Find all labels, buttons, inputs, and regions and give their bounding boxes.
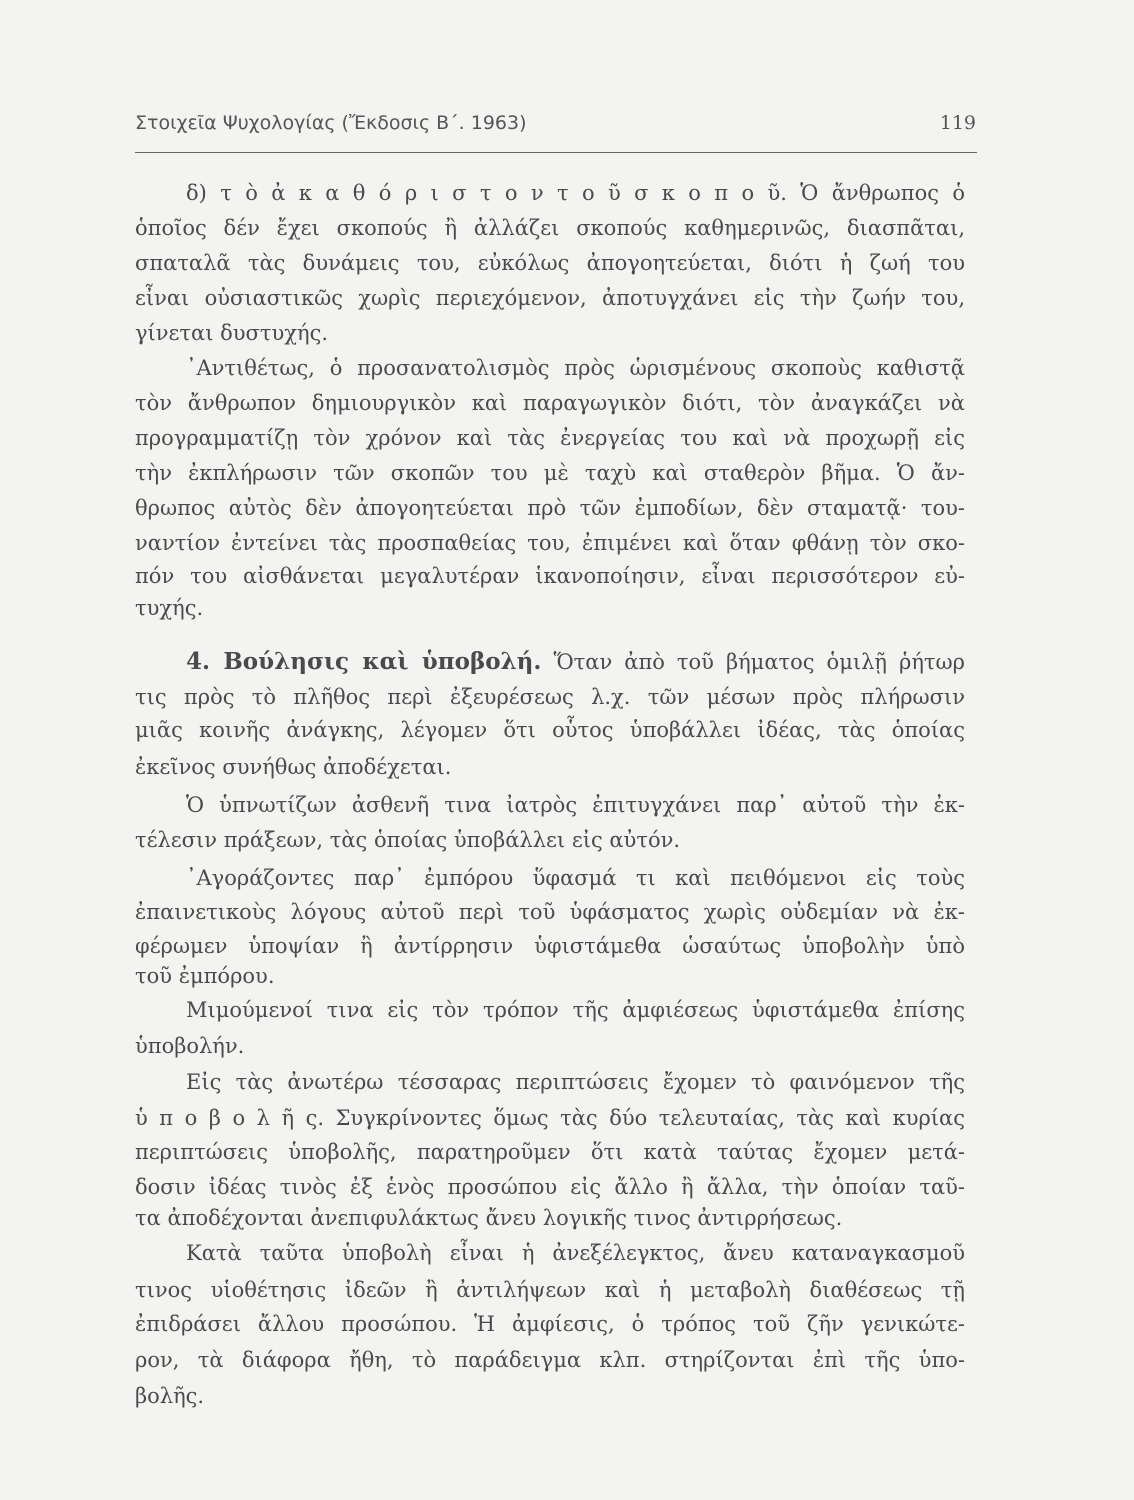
text-line bbox=[186, 791, 965, 819]
text-line bbox=[135, 1032, 965, 1060]
line-text: εἶναι οὐσιαστικῶς χωρὶς περιεχόμενον, ἀποτυγχάνει εἰς τὴν ζωήν του, bbox=[135, 286, 965, 310]
line-text: φέρωμεν ὑποψίαν ἢ ἀντίρρησιν ὑφιστάμεθα ὡσαύτως ὑποβολὴν ὑπὸ bbox=[135, 934, 965, 958]
line-text: Μιμούμενοί τινα εἰς τὸν τρόπον τῆς ἀμφιέσεως ὑφιστάμεθα ἐπίσης bbox=[186, 998, 965, 1022]
line-text: Εἰς τὰς ἀνωτέρω τέσσαρας περιπτώσεις ἔχομεν τὸ φαινόμενον τῆς bbox=[186, 1070, 965, 1094]
line-text: ὁποῖος δέν ἔχει σκοπούς ἢ ἀλλάζει σκοπούς καθημερινῶς, διασπᾶται, bbox=[135, 216, 965, 240]
line-text: θρωπος αὐτὸς δὲν ἀπογοητεύεται πρὸ τῶν ἐμποδίων, δὲν σταματᾷ· του- bbox=[135, 496, 965, 520]
page-number: 119 bbox=[939, 112, 976, 134]
text-line bbox=[135, 1346, 965, 1374]
line-text: Κατὰ ταῦτα ὑποβολὴ εἶναι ἡ ἀνεξέλεγκτος, ἄνευ καταναγκασμοῦ bbox=[186, 1241, 965, 1265]
text-line bbox=[135, 214, 965, 242]
line-text: τὴν ἐκπλήρωσιν τῶν σκοπῶν του μὲ ταχὺ καὶ σταθερὸν βῆμα. Ὁ ἄν- bbox=[135, 461, 965, 485]
text-line bbox=[186, 1239, 965, 1267]
line-text: ρον, τὰ διάφορα ἤθη, τὸ παράδειγμα κλπ. στηρίζονται ἐπὶ τῆς ὑπο- bbox=[135, 1348, 965, 1372]
line-text: περιπτώσεις ὑποβολῆς, παρατηροῦμεν ὅτι κατὰ ταύτας ἔχομεν μετά- bbox=[135, 1140, 965, 1164]
text-line bbox=[135, 319, 965, 347]
text-line bbox=[135, 1138, 965, 1166]
line-text: πόν του αἰσθάνεται μεγαλυτέραν ἱκανοποίησιν, εἶναι περισσότερον εὐ- bbox=[135, 564, 965, 588]
text-line bbox=[135, 459, 965, 487]
text-line bbox=[186, 354, 965, 382]
text-line bbox=[135, 1382, 965, 1410]
line-text: τινος υἱοθέτησις ἰδεῶν ἢ ἀντιλήψεων καὶ ἡ μεταβολὴ διαθέσεως τῇ bbox=[135, 1278, 965, 1302]
line-text: μιᾶς κοινῆς ἀνάγκης, λέγομεν ὅτι οὗτος ὑποβάλλει ἰδέας, τὰς ὁποίας bbox=[135, 718, 965, 742]
text-line bbox=[135, 494, 965, 522]
text-line bbox=[135, 1173, 965, 1201]
text-line bbox=[135, 898, 965, 926]
line-text: ἐκεῖνος συνήθως ἀποδέχεται. bbox=[135, 755, 452, 779]
line-text: ᾿Αντιθέτως, ὁ προσανατολισμὸς πρὸς ὡρισμένους σκοποὺς καθιστᾷ bbox=[186, 356, 965, 380]
line-text: τέλεσιν πράξεων, τὰς ὁποίας ὑποβάλλει εἰς αὐτόν. bbox=[135, 828, 681, 852]
text-line bbox=[135, 529, 965, 557]
text-line bbox=[135, 1104, 965, 1132]
text-line bbox=[186, 179, 965, 207]
text-line bbox=[135, 826, 965, 854]
text-line bbox=[135, 284, 965, 312]
line-text: ἐπαινετικοὺς λόγους αὐτοῦ περὶ τοῦ ὑφάσματος χωρὶς οὐδεμίαν νὰ ἐκ- bbox=[135, 900, 965, 924]
line-text: ᾿Αγοράζοντες παρ᾿ ἐμπόρου ὕφασμά τι καὶ πειθόμενοι εἰς τοὺς bbox=[186, 866, 965, 890]
line-text: Ὁ ὑπνωτίζων ἀσθενῆ τινα ἰατρὸς ἐπιτυγχάνει παρ᾿ αὐτοῦ τὴν ἐκ- bbox=[186, 793, 965, 817]
text-line bbox=[135, 1310, 965, 1338]
line-text: τοῦ ἐμπόρου. bbox=[135, 964, 275, 988]
text-line bbox=[135, 716, 965, 744]
line-text: σπαταλᾶ τὰς δυνάμεις του, εὐκόλως ἀπογοητεύεται, διότι ἡ ζωή του bbox=[135, 251, 965, 275]
text-line bbox=[135, 594, 965, 622]
text-line bbox=[186, 648, 965, 676]
line-text: τις πρὸς τὸ πλῆθος περὶ ἐξευρέσεως λ.χ. τῶν μέσων πρὸς πλήρωσιν bbox=[135, 685, 965, 709]
header-rule bbox=[135, 152, 977, 153]
line-text: δοσιν ἰδέας τινὸς ἐξ ἑνὸς προσώπου εἰς ἄλλο ἢ ἄλλα, τὴν ὁποίαν ταῦ- bbox=[135, 1175, 965, 1199]
line-text: Ὅταν ἀπὸ τοῦ βήματος ὁμιλῇ ῥήτωρ bbox=[541, 650, 965, 674]
line-text: βολῆς. bbox=[135, 1384, 205, 1408]
running-header-title: Στοιχεῖα Ψυχολογίας (Ἔκδοσις Β΄. 1963) bbox=[135, 112, 527, 134]
text-line bbox=[135, 389, 965, 417]
text-line bbox=[135, 932, 965, 960]
line-text: τὸν ἄνθρωπον δημιουργικὸν καὶ παραγωγικὸν διότι, τὸν ἀναγκάζει νὰ bbox=[135, 391, 965, 415]
text-line bbox=[135, 962, 965, 990]
line-text: ὑ π ο β ο λ ῆ ς. Συγκρίνοντες ὅμως τὰς δύο τελευταίας, τὰς καὶ κυρίας bbox=[135, 1106, 965, 1130]
text-line bbox=[186, 864, 965, 892]
text-line bbox=[186, 1068, 965, 1096]
line-text: ὑποβολήν. bbox=[135, 1034, 245, 1058]
line-text: γίνεται δυστυχής. bbox=[135, 321, 329, 345]
line-text: τυχής. bbox=[135, 596, 204, 620]
text-line bbox=[135, 249, 965, 277]
line-text: τα ἀποδέχονται ἀνεπιφυλάκτως ἄνευ λογικῆς τινος ἀντιρρήσεως. bbox=[135, 1206, 843, 1230]
text-line bbox=[135, 562, 965, 590]
line-text: ναντίον ἐντείνει τὰς προσπαθείας του, ἐπιμένει καὶ ὅταν φθάνῃ τὸν σκο- bbox=[135, 531, 965, 555]
text-line bbox=[135, 1276, 965, 1304]
section-heading: 4. Βούλησις καὶ ὑποβολή. bbox=[186, 648, 542, 675]
text-line bbox=[186, 996, 965, 1024]
text-line bbox=[135, 753, 965, 781]
text-line bbox=[135, 1204, 965, 1232]
line-text: προγραμματίζῃ τὸν χρόνον καὶ τὰς ἐνεργείας του καὶ νὰ προχωρῇ εἰς bbox=[135, 426, 965, 450]
text-line bbox=[135, 683, 965, 711]
line-text: δ) τ ὸ ἀ κ α θ ό ρ ι σ τ ο ν τ ο ῦ σ κ ο π ο ῦ. Ὁ ἄνθρωπος ὁ bbox=[186, 181, 965, 205]
line-text: ἐπιδράσει ἄλλου προσώπου. Ἡ ἀμφίεσις, ὁ τρόπος τοῦ ζῆν γενικώτε- bbox=[135, 1312, 965, 1336]
text-line bbox=[135, 424, 965, 452]
